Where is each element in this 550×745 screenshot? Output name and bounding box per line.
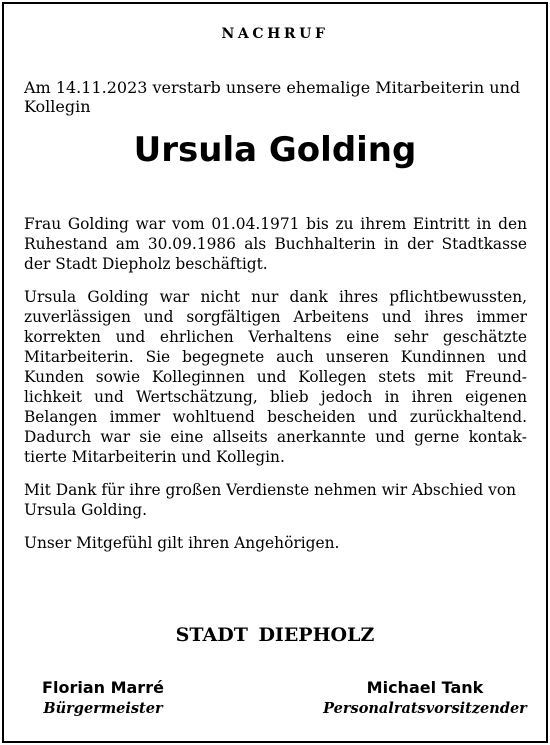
organization-name: STADT DIEPHOLZ xyxy=(175,624,375,646)
signatory-name: Michael Tank xyxy=(366,678,484,697)
paragraph-farewell: Mit Dank für ihre großen Verdienste nehmen wir Abschied von Ursula Golding. xyxy=(24,481,516,519)
signature-staff-council xyxy=(320,677,530,719)
obituary-heading: NACHRUF xyxy=(221,26,329,42)
signatory-role: Personalratsvorsitzender xyxy=(323,700,527,717)
signatory-role: Bürgermeister xyxy=(43,700,163,717)
paragraph-condolence: Unser Mitgefühl gilt ihren Angehörigen. xyxy=(24,534,340,552)
obituary-body xyxy=(24,214,527,566)
signatory-name: Florian Marré xyxy=(42,678,164,697)
paragraph-employment: Frau Golding war vom 01.04.1971 bis zu ihrem Eintritt in den Ruhestand am 30.09.1986 als Buchhalterin in der Stadtkasse der Stadt Diepholz beschäftigt. xyxy=(24,215,527,273)
deceased-name: Ursula Golding xyxy=(133,130,417,170)
intro-text: Am 14.11.2023 verstarb unsere ehemalige Mitarbeiterin und Kollegin xyxy=(24,78,521,116)
signature-mayor xyxy=(28,677,178,719)
paragraph-character: Ursula Golding war nicht nur dank ihres pflichtbewussten, zuverlässigen und sorgfältigen Arbeitens und ihres immer korrekten und ehrlichen Verhaltens eine sehr geschätzte Mitarbeiterin. Sie begegnete auch unseren Kundinnen und Kunden sowie Kolleginnen und Kollegen stets mit Freundlichkeit und Wertschätzung, blieb jedoch in ihren eigenen Belangen immer wohltuend bescheiden und zurückhaltend. Dadurch war sie eine allseits anerkannte und gerne kontaktierte Mitarbeiterin und Kollegin. xyxy=(24,288,527,466)
